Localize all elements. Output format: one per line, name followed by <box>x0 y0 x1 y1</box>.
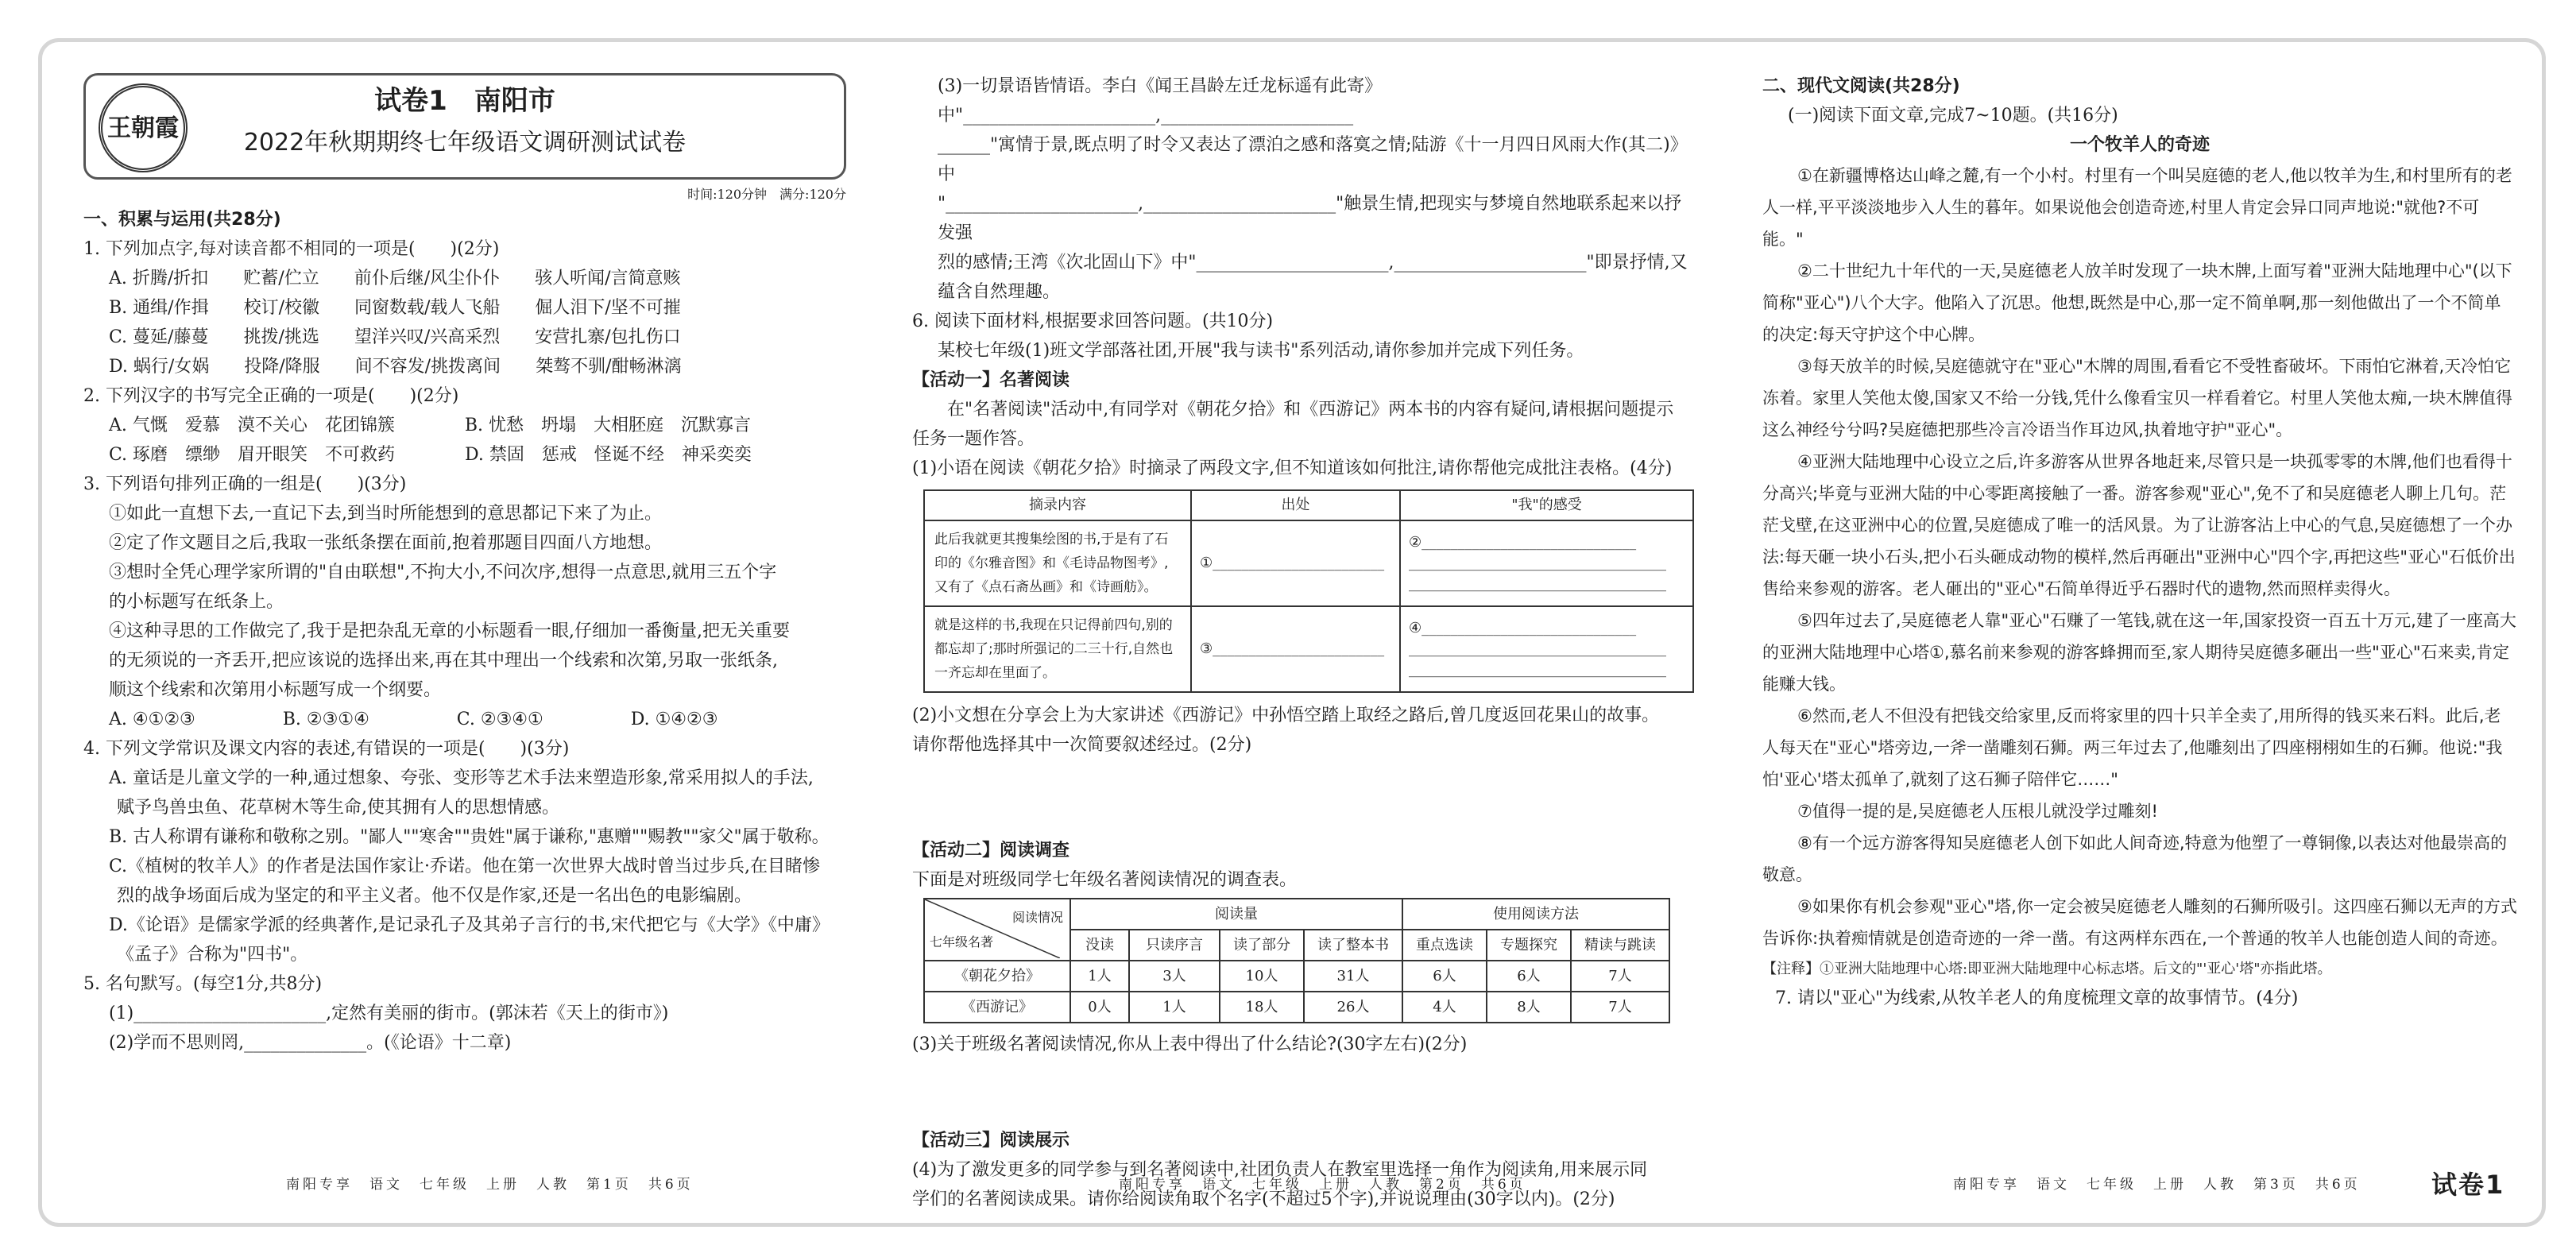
column-3 <box>1762 72 2517 1013</box>
book-name-cell: 《西游记》 <box>924 992 1070 1023</box>
subheader: 精读与跳读 <box>1571 930 1669 961</box>
question-line: ______"寓情于景,既点明了时令又表达了漂泊之感和落寞之情;陆游《十一月四日风雨大作(其二)》中 <box>938 135 1688 184</box>
count-cell: 6人 <box>1402 961 1487 992</box>
story-text <box>1762 160 2517 954</box>
question-line: (3)一切景语皆情语。李白《闻王昌龄左迁龙标遥有此寄》中"______________________,______________________ <box>938 76 1383 126</box>
table-header-excerpt: 摘录内容 <box>924 490 1191 520</box>
question-line: C.《植树的牧羊人》的作者是法国作家让·乔诺。他在第一次世界大战时曾当过步兵,在目睹惨 <box>109 857 821 876</box>
question-line: (2)小文想在分享会上为大家讲述《西游记》中孙悟空踏上取经之路后,曾几度返回花果山的故事。 <box>912 706 1660 725</box>
table-header-source: 出处 <box>1191 490 1400 520</box>
exam-subtitle: 2022年秋期期终七年级语文调研测试试卷 <box>243 129 687 157</box>
story-title: 一个牧羊人的奇迹 <box>2069 135 2210 155</box>
corner-bottom-label: 七年级名著 <box>930 934 994 950</box>
answer-cell[interactable]: ①________________________ <box>1191 520 1400 606</box>
footer-page-3: 南阳专享 语文 七年级 上册 人教 第3页 共6页 <box>1953 1177 2361 1193</box>
subheader: 读了整本书 <box>1304 930 1402 961</box>
story-paragraph: ⑥然而,老人不但没有把钱交给家里,反而将家里的四十只羊全卖了,用所得的钱买来石料。此后,老人每天在"亚心"塔旁边,一斧一凿雕刻石狮。两三年过去了,他雕刻出了四座栩栩如生的石狮。他说:"我怕'亚心'塔太孤单了,就刻了这石狮子陪伴它……" <box>1762 706 2503 789</box>
question-line: 4. 下列文学常识及课文内容的表述,有错误的一项是( )(3分) <box>83 739 570 759</box>
question-line: B. 古人称谓有谦称和敬称之别。"鄙人""寒舍""贵姓"属于谦称,"惠赠""赐教""家父"属于敬称。 <box>109 827 830 847</box>
count-cell: 7人 <box>1571 961 1669 992</box>
column-2-top-text <box>912 72 1691 483</box>
count-cell: 10人 <box>1220 961 1304 992</box>
footer-page-1: 南阳专享 语文 七年级 上册 人教 第1页 共6页 <box>286 1177 694 1193</box>
table-row <box>924 606 1693 692</box>
question-line: C. 琢磨 缥缈 眉开眼笑 不可救药 D. 禁固 惩戒 怪诞不经 神采奕奕 <box>109 445 752 465</box>
question-line: A. 折腾/折扣 贮蓄/伫立 前仆后继/风尘仆仆 骇人听闻/言简意赅 <box>109 269 681 288</box>
question-line: A. 童话是儿童文学的一种,通过想象、夸张、变形等艺术手法来塑造形象,常采用拟人的手法, <box>109 768 814 788</box>
count-cell: 31人 <box>1304 961 1402 992</box>
question-6-2 <box>912 701 1691 760</box>
count-cell: 4人 <box>1402 992 1487 1023</box>
count-cell: 6人 <box>1487 961 1571 992</box>
book-name-cell: 《朝花夕拾》 <box>924 961 1070 992</box>
question-line: 烈的感情;王湾《次北固山下》中"______________________,______________________"即景抒情,又蕴含自然理趣。 <box>938 253 1688 302</box>
answer-space[interactable] <box>912 1059 1691 1126</box>
footer-page-2: 南阳专享 语文 七年级 上册 人教 第2页 共6页 <box>1119 1177 1526 1193</box>
count-cell: 1人 <box>1129 992 1220 1023</box>
question-6-3: (3)关于班级名著阅读情况,你从上表中得出了什么结论?(30字左右)(2分) <box>912 1035 1468 1054</box>
question-line: 6. 阅读下面材料,根据要求回答问题。(共10分) <box>912 311 1274 331</box>
count-cell: 0人 <box>1070 992 1129 1023</box>
answer-marker: ① <box>1200 555 1213 571</box>
story-paragraph: ⑧有一个远方游客得知吴庭德老人创下如此人间奇迹,特意为他塑了一尊铜像,以表达对他最崇高的敬意。 <box>1762 833 2508 884</box>
section-line: (一)阅读下面文章,完成7~10题。(共16分) <box>1788 106 2118 126</box>
question-line: (1)小语在阅读《朝花夕拾》时摘录了两段文字,但不知道该如何批注,请你帮他完成批注表格。(4分) <box>912 458 1673 478</box>
paper-badge: 试卷1 <box>2431 1170 2505 1200</box>
subheader: 专题探究 <box>1487 930 1571 961</box>
story-paragraph: ⑦值得一提的是,吴庭德老人压根儿就没学过雕刻! <box>1797 802 2158 821</box>
answer-marker: ③ <box>1200 640 1213 657</box>
question-7: 7. 请以"亚心"为线索,从牧羊老人的角度梳理文章的故事情节。(4分) <box>1775 988 2299 1008</box>
count-cell: 3人 <box>1129 961 1220 992</box>
section-2-heading <box>1762 72 2517 130</box>
table-row <box>924 520 1693 606</box>
column-1 <box>83 73 846 1058</box>
group-header-method: 使用阅读方法 <box>1402 899 1669 930</box>
exam-title: 试卷1 南阳市 <box>374 85 555 117</box>
count-cell: 7人 <box>1571 992 1669 1023</box>
question-line: A. 气慨 爱慕 漠不关心 花团锦簇 B. 忧愁 坍塌 大相胚庭 沉默寡言 <box>109 416 752 435</box>
question-line: 一、积累与运用(共28分) <box>83 210 281 230</box>
column-2 <box>912 72 1691 1214</box>
story-paragraph: ②二十世纪九十年代的一天,吴庭德老人放羊时发现了一块木牌,上面写着"亚洲大陆地理中心"(以下简称"亚心")八个大字。他陷入了沉思。他想,既然是中心,那一定不简单啊,那一刻他做出了一个不简单的决定:每天守护这个中心牌。 <box>1762 261 2512 344</box>
question-line: ②定了作文题目之后,我取一张纸条摆在面前,抱着那题目四面八方地想。 <box>109 533 662 553</box>
question-line: D.《论语》是儒家学派的经典著作,是记录孔子及其弟子言行的书,宋代把它与《大学》《中庸》 <box>109 915 830 935</box>
count-cell: 18人 <box>1220 992 1304 1023</box>
question-line: 【活动一】名著阅读 <box>912 370 1070 390</box>
story-paragraph: ⑨如果你有机会参观"亚心"塔,你一定会被吴庭德老人雕刻的石狮所吸引。这四座石狮以无声的方式告诉你:执着痴情就是创造奇迹的一斧一凿。有这两样东西在,一个普通的牧羊人也能创造人间的奇迹。 <box>1762 897 2517 948</box>
question-line: 《孟子》合称为"四书"。 <box>117 945 308 965</box>
answer-cell[interactable]: ②______________________________ ____________________________________ ____________________________________ <box>1400 520 1693 606</box>
time-info: 时间:120分钟 满分:120分 <box>687 187 846 202</box>
question-line: 烈的战争场面后成为坚定的和平主义者。他不仅是作家,还是一名出色的电影编剧。 <box>117 886 752 906</box>
excerpt-cell: 此后我就更其搜集绘图的书,于是有了石印的《尔雅音图》和《毛诗品物图考》,又有了《点石斋丛画》和《诗画舫》。 <box>924 520 1191 606</box>
subheader: 重点选读 <box>1402 930 1487 961</box>
question-line: ①如此一直想下去,一直记下去,到当时所能想到的意思都记下来了为止。 <box>109 504 662 524</box>
question-line: ③想时全凭心理学家所谓的"自由联想",不拘大小,不问次序,想得一点意思,就用三五个字 <box>109 563 777 582</box>
table-row <box>924 961 1669 992</box>
answer-marker: ② <box>1409 534 1422 551</box>
activity-2-intro: 下面是对班级同学七年级名著阅读情况的调查表。 <box>912 870 1298 890</box>
question-line: 3. 下列语句排列正确的一组是( )(3分) <box>83 474 407 494</box>
question-line: 的无须说的一齐丢开,把应该说的选择出来,再在其中理出一个线索和次第,另取一张纸条, <box>109 651 778 671</box>
answer-cell[interactable]: ④______________________________ ____________________________________ ____________________________________ <box>1400 606 1693 692</box>
section-line: 二、现代文阅读(共28分) <box>1762 76 1960 96</box>
footnote: 【注释】①亚洲大陆地理中心塔:即亚洲大陆地理中心标志塔。后文的"'亚心'塔"亦指此塔。 <box>1762 961 2332 977</box>
question-line: 请你帮他选择其中一次简要叙述经过。(2分) <box>912 735 1252 755</box>
subheader: 读了部分 <box>1220 930 1304 961</box>
corner-cell <box>924 899 1070 961</box>
story-paragraph: ①在新疆博格达山峰之麓,有一个小村。村里有一个叫吴庭德的老人,他以牧羊为生,和村里所有的老人一样,平平淡淡地步入人生的暮年。如果说他会创造奇迹,村里人肯定会异口同声地说:"就他?不可能。" <box>1762 166 2512 249</box>
question-line: 在"名著阅读"活动中,有同学对《朝花夕拾》和《西游记》两本书的内容有疑问,请根据问题提示 <box>947 400 1674 420</box>
question-line: D. 蜗行/女娲 投降/降服 间不容发/挑拨离间 桀骜不驯/酣畅淋漓 <box>109 357 682 377</box>
count-cell: 1人 <box>1070 961 1129 992</box>
question-line: 顺这个线索和次第用小标题写成一个纲要。 <box>109 680 442 700</box>
question-line: 任务一题作答。 <box>912 429 1035 449</box>
answer-cell[interactable]: ③________________________ <box>1191 606 1400 692</box>
activity-3-tag: 【活动三】阅读展示 <box>912 1131 1070 1151</box>
answer-marker: ④ <box>1409 620 1422 636</box>
question-line: B. 通缉/作揖 校订/校徽 同窗数载/载人飞船 倔人泪下/坚不可摧 <box>109 298 681 318</box>
story-paragraph: ④亚洲大陆地理中心设立之后,许多游客从世界各地赶来,尽管只是一块孤零零的木牌,他们也看得十分高兴;毕竟与亚洲大陆的中心零距离接触了一番。游客参观"亚心",免不了和吴庭德老人聊上几句。茫茫戈壁,在这亚洲中心的位置,吴庭德成了唯一的活风景。为了让游客沾上中心的气息,吴庭德想了一个办法:每天砸一块小石头,把小石头砸成动物的模样,然后再砸出"亚洲中心"四个字,再把这些"亚心"石低价出售给来参观的游客。老人砸出的"亚心"石简单得近乎石器时代的遗物,然而照样卖得火。 <box>1762 452 2516 598</box>
question-line: A. ④①②③ B. ②③①④ C. ②③④① D. ①④②③ <box>109 710 718 729</box>
activity-2-tag: 【活动二】阅读调查 <box>912 841 1070 861</box>
question-line: 1. 下列加点字,每对读音都不相同的一项是( )(2分) <box>83 239 500 259</box>
count-cell: 26人 <box>1304 992 1402 1023</box>
table-header-feeling: "我"的感受 <box>1400 490 1693 520</box>
question-6-4-line: 学们的名著阅读成果。请你给阅读角取个名字(不超过5个字),并说说理由(30字以内)。(2分) <box>912 1189 1615 1209</box>
question-6-4-line: (4)为了激发更多的同学参与到名著阅读中,社团负责人在教室里选择一角作为阅读角,用来展示同 <box>912 1160 1648 1180</box>
question-line: (1)______________________,定然有美丽的街市。(郭沫若《天上的街市》) <box>109 1004 669 1023</box>
subheader: 没读 <box>1070 930 1129 961</box>
answer-space[interactable] <box>912 760 1691 836</box>
survey-table <box>923 898 1670 1023</box>
annotation-table <box>923 489 1694 693</box>
question-line: 某校七年级(1)班文学部落社团,开展"我与读书"系列活动,请你参加并完成下列任务。 <box>938 341 1584 361</box>
question-line: 2. 下列汉字的书写完全正确的一项是( )(2分) <box>83 386 459 406</box>
corner-top-label: 阅读情况 <box>1011 910 1063 925</box>
story-paragraph: ③每天放羊的时候,吴庭德就守在"亚心"木牌的周围,看看它不受牲畜破坏。下雨怕它淋着,天冷怕它冻着。家里人笑他太傻,国家又不给一分钱,凭什么像看宝贝一样看着它。村里人笑他太痴,一块木牌值得这么神经兮兮吗?吴庭德把那些冷言冷语当作耳边风,执着地守护"亚心"。 <box>1762 357 2513 439</box>
question-line: 的小标题写在纸条上。 <box>109 592 284 612</box>
exam-header <box>83 73 846 180</box>
question-line: 赋予鸟兽虫鱼、花草树木等生命,使其拥有人的思想情感。 <box>117 798 559 818</box>
question-line: 5. 名句默写。(每空1分,共8分) <box>83 974 323 994</box>
question-line: (2)学而不思则罔,______________。(《论语》十二章) <box>109 1033 512 1053</box>
question-line: ④这种寻思的工作做完了,我于是把杂乱无章的小标题看一眼,仔细加一番衡量,把无关重要 <box>109 621 790 641</box>
question-line: C. 蔓延/藤蔓 挑拨/挑选 望洋兴叹/兴高采烈 安营扎寨/包扎伤口 <box>109 327 681 347</box>
question-line: "______________________,______________________"触景生情,把现实与梦境自然地联系起来以抒发强 <box>938 194 1682 243</box>
table-row <box>924 992 1669 1023</box>
story-paragraph: ⑤四年过去了,吴庭德老人靠"亚心"石赚了一笔钱,就在这一年,国家投资一百五十万元,建了一座高大的亚洲大陆地理中心塔①,慕名前来参观的游客蜂拥而至,家人期待吴庭德多砸出一些"亚心"石来卖,肯定能赚大钱。 <box>1762 611 2516 694</box>
section-1-questions <box>83 205 846 1058</box>
excerpt-cell: 就是这样的书,我现在只记得前四句,别的都忘却了;那时所强记的二三十行,自然也一齐忘却在里面了。 <box>924 606 1191 692</box>
logo-text: 王朝霞 <box>107 114 179 142</box>
subheader: 只读序言 <box>1129 930 1220 961</box>
group-header-volume: 阅读量 <box>1070 899 1402 930</box>
count-cell: 8人 <box>1487 992 1571 1023</box>
